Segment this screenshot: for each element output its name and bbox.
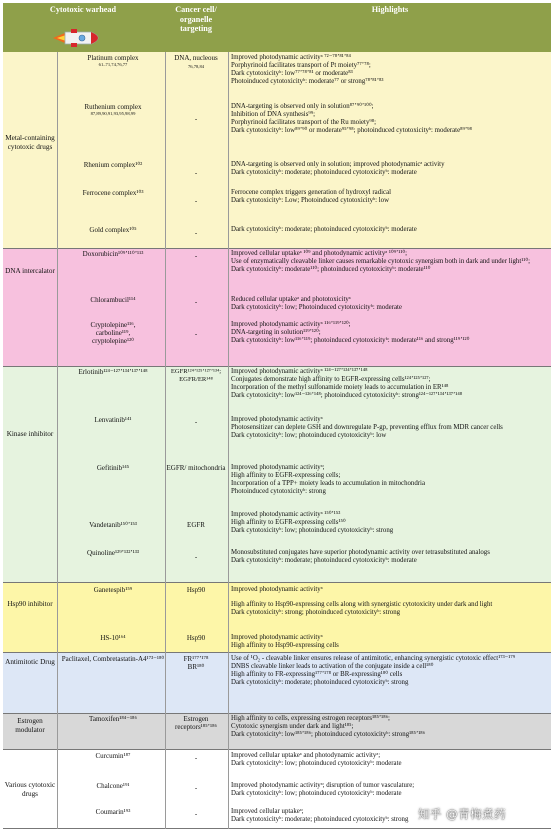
rocket-icon: [51, 27, 109, 49]
highlight-line: High affinity to cells, expressing estrogen receptors¹⁸⁵ʼ¹⁸⁶;: [231, 715, 390, 722]
agent-cell: Chlorambucil¹¹⁴: [90, 296, 136, 304]
target-cell: [165, 54, 227, 71]
target-name: DNA, nucleous: [174, 54, 218, 62]
highlight-line: Dark cytotoxicityᵇ: moderate; photoinduced cytotoxicityᵇ: strong: [231, 816, 409, 824]
target-cell: -: [194, 115, 198, 123]
highlight-line: [231, 594, 549, 601]
agent-cell: Quinoline¹²⁹ʼ¹³²ʼ¹³³: [87, 549, 139, 557]
group-label-metal: Metal-containing cytotoxic drugs: [5, 134, 55, 151]
highlight-line: Dark cytotoxicityᵇ: low¹¹⁶ʼ¹¹⁹; photoinduced cytotoxicityᵇ: moderate¹¹⁶ and strong¹¹⁹ʼ¹²⁰: [231, 337, 470, 345]
highlight-line: Improved cellular uptakeᵃ ¹⁰⁹ and photodynamic activityᵃ ¹⁰⁹ʼ¹¹⁰;: [231, 250, 408, 257]
highlight-line: Dark cytotoxicityᵇ: low; photoinduced cytotoxicityᵇ: strong: [231, 527, 394, 535]
target-cell: -: [194, 252, 198, 260]
highlights-cell: [231, 549, 549, 565]
column-rule: [228, 52, 229, 829]
target-cell: FR¹⁷⁷ʼ¹⁷⁸ BR¹⁸⁰: [183, 655, 209, 672]
highlight-line: Improved photodynamic activityᵃ ¹¹⁶ʼ¹¹⁹ʼ¹²⁰;: [231, 321, 351, 328]
highlight-line: Improved photodynamic activityᵃ: [231, 416, 323, 423]
highlights-cell: [231, 368, 549, 401]
target-cell: -: [194, 197, 198, 205]
agent-cell: Doxorubicin¹⁰⁹ʼ¹¹⁰ʼ¹¹³: [82, 250, 144, 258]
highlights-cell: [231, 161, 549, 177]
highlight-line: Improved cellular uptakeᵃ;: [231, 808, 304, 815]
agent-cell: Paclitaxel, Combretastatin-A4¹⁷³⁻¹⁸⁰: [61, 655, 165, 663]
highlight-line: Improved photodynamic activityᵃ: [231, 586, 323, 593]
agent-cell: HS-10¹⁶⁴: [100, 634, 126, 642]
highlight-line: Dark cytotoxicityᵇ: low⁸⁹ʼ⁹⁰ or moderate⁹⁵ʼ⁹⁸; photoinduced cytotoxicityᵇ: moderate⁸⁹ʼ⁹⁸: [231, 127, 472, 135]
highlights-cell: [231, 250, 549, 274]
highlights-cell: [231, 54, 549, 87]
highlight-line: Dark cytotoxicityᵇ: low¹²⁴⁻¹²⁶ʼ¹⁴⁸; photoinduced cytotoxicityᵇ: strong¹²⁴⁻¹²⁷ʼ¹³⁴ʼ¹³⁷ʼ¹⁴⁸: [231, 392, 463, 400]
agent-cell: [59, 103, 167, 117]
highlight-line: Photoinduced cytotoxicityᵇ: moderate⁷⁷ or strong⁷⁸ʼ⁸¹ʼ⁸³: [231, 78, 384, 86]
highlight-line: Improved cellular uptakeᵃ and photodynamic activityᵃ;: [231, 752, 381, 759]
highlights-cell: [231, 782, 549, 798]
divider: [3, 582, 551, 583]
target-cell: -: [194, 298, 198, 306]
target-cell: EGFR: [187, 521, 205, 529]
agent-cell: Lenvatinib¹⁴¹: [94, 416, 132, 424]
highlight-line: Monosubstituted conjugates have superior photodynamic activity over tetrasubstituted analogs: [231, 549, 490, 556]
highlight-line: DNA-targeting is observed only in solution; improved photodynamicᵃ activity: [231, 161, 445, 168]
divider: [3, 749, 551, 750]
highlights-cell: [231, 296, 549, 312]
highlight-line: High affinity to EGFR-expressing cells;: [231, 472, 341, 480]
highlight-line: High affinity to EGFR-expressing cells¹⁵⁰: [231, 519, 346, 527]
highlight-line: Incorporation of the methyl sulfonamide moiety leads to accumulation in ER¹⁴⁸: [231, 384, 449, 392]
group-label-hsp90: Hsp90 inhibitor: [7, 600, 53, 608]
group-label-various: Various cytotoxic drugs: [4, 781, 56, 798]
highlight-line: Dark cytotoxicityᵇ: low⁷⁷ʼ⁷⁸ʼ⁸¹ or moderate⁸³: [231, 70, 353, 78]
agent-name: Platinum complex: [87, 54, 139, 62]
highlights-cell: [231, 416, 549, 440]
target-cell: -: [194, 418, 198, 426]
agent-cell: Coumarin¹⁹³: [95, 808, 131, 816]
header-warhead: Cytotoxic warhead: [49, 5, 117, 14]
watermark: 知乎 @青梅煮药: [418, 807, 507, 821]
highlight-line: Dark cytotoxicityᵇ: low¹⁸⁵ʼ¹⁸⁶; photoinduced cytotoxicityᵇ: strong¹⁸⁵ʼ¹⁸⁶: [231, 731, 426, 739]
divider: [3, 713, 551, 714]
group-label-dna: DNA intercalator: [5, 267, 55, 275]
highlight-line: DNA-targeting is observed only in solution⁸⁷ʼ⁹⁰ʼ¹⁰⁰;: [231, 103, 374, 110]
agent-cell: Rhenium complex¹⁰²: [83, 161, 143, 169]
agent-cell: Gold complex¹⁰⁵: [89, 226, 137, 234]
highlight-line: Cytotoxic synergism under dark and light¹⁸⁵;: [231, 723, 354, 731]
highlight-line: Photoinduced cytotoxicityᵇ: strong: [231, 488, 326, 496]
target-cell: EGFR/ mitochondria: [166, 464, 226, 472]
highlight-line: Improved photodynamic activityᵃ: [231, 634, 323, 641]
divider: [3, 828, 551, 829]
target-cell: -: [194, 169, 198, 177]
agent-cell: Ferrocene complex¹⁰³: [82, 189, 144, 197]
highlight-line: Improved photodynamic activityᵃ; disruption of tumor vasculature;: [231, 782, 415, 789]
group-label-antimitotic: Antimitotic Drug: [5, 658, 55, 666]
target-cell: Hsp90: [186, 586, 206, 594]
target-cell: -: [194, 330, 198, 338]
target-cell: -: [194, 754, 198, 762]
group-label-kinase: Kinase inhibitor: [6, 430, 54, 438]
highlights-cell: [231, 464, 549, 497]
divider: [3, 366, 551, 367]
highlight-line: Dark cytotoxicityᵇ: moderate; photoinduced cytotoxicityᵇ: moderate: [231, 557, 417, 565]
agent-name: Ruthenium complex: [84, 103, 142, 111]
highlight-line: Dark cytotoxicityᵇ: moderate; photoinduced cytotoxicityᵇ: moderate: [231, 169, 417, 177]
highlight-line: Reduced cellular uptakeᵃ and phototoxicityᵃ: [231, 296, 351, 303]
target-cell: Hsp90: [186, 634, 206, 642]
agent-cell: Chalcone¹⁹¹: [96, 782, 130, 790]
table-header: [3, 3, 551, 52]
divider: [3, 652, 551, 653]
highlights-cell: [231, 586, 549, 617]
target-refs: 76,78,84: [187, 64, 205, 70]
highlight-line: Dark cytotoxicityᵇ: moderate¹¹⁰; photoinduced cytotoxicityᵇ: moderate¹¹⁰: [231, 266, 431, 274]
highlight-line: Dark cytotoxicityᵇ: low; photoinduced cytotoxicityᵇ: moderate: [231, 790, 402, 798]
highlights-table: [3, 3, 551, 829]
highlights-cell: [231, 189, 549, 205]
highlight-line: Dark cytotoxicityᵇ: low; Photoinduced cytotoxicityᵇ: moderate: [231, 304, 402, 312]
agent-cell: Cryptolepine¹¹⁶, carboline¹¹⁹, cryptolepine¹²⁰: [90, 321, 136, 346]
header-targeting: Cancer cell/ organelle targeting: [175, 5, 217, 33]
highlight-line: Dark cytotoxicityᵇ: strong; photoinduced cytotoxicityᵇ: strong: [231, 609, 401, 617]
highlight-line: Ferrocene complex triggers generation of hydroxyl radical: [231, 189, 392, 196]
highlight-line: Use of enzymatically cleavable linker causes remarkable cytotoxic synergism both in dark and under light¹¹⁰;: [231, 258, 531, 266]
target-cell: -: [194, 810, 198, 818]
highlight-line: DNA-targeting in solution¹¹⁹ʼ¹²⁰;: [231, 329, 321, 337]
highlight-line: High affinity to Hsp90-expressing cells along with synergistic cytotoxicity under dark and light: [231, 601, 493, 609]
highlight-line: Improved photodynamic activityᵃ ¹²⁴⁻¹²⁷ʼ¹³⁴ʼ¹³⁷ʼ¹⁴⁸: [231, 368, 368, 375]
highlights-cell: [231, 103, 549, 136]
highlight-line: Dark cytotoxicityᵇ: moderate; photoinduced cytotoxicityᵇ: moderate: [231, 226, 417, 233]
agent-cell: Tamoxifen¹⁸⁴⁻¹⁸⁶: [89, 715, 137, 723]
highlight-line: High affinity to FR-expressing¹⁷⁷ʼ¹⁷⁸ or BR-expressing¹⁸⁰ cells: [231, 671, 403, 679]
highlight-line: Inhibition of DNA synthesis⁹⁹;: [231, 111, 316, 119]
agent-cell: Ganetespib¹⁵⁹: [93, 586, 133, 594]
highlight-line: Improved photodynamic activityᵃ ¹⁵⁰ʼ¹⁵³: [231, 511, 341, 518]
target-cell: EGFR¹²⁴ʼ¹²⁵ʼ¹²⁷ʼ¹³⁴; EGFR/ER¹⁴⁸: [170, 368, 222, 384]
divider: [3, 248, 551, 249]
highlight-line: Use of ¹O₂ - cleavable linker ensures release of antimitotic, enhancing synergistic cytotoxic effect¹⁷³⁻¹⁷⁹: [231, 655, 516, 662]
highlights-cell: [231, 321, 549, 345]
agent-refs: 87,89,90,91,93,95,98,99: [90, 111, 136, 117]
highlights-cell: [231, 752, 549, 768]
target-cell: -: [194, 553, 198, 561]
highlight-line: Photosensitizer can deplete GSH and downregulate P-gp, preventing efflux from MDR cancer cells: [231, 424, 503, 432]
highlight-line: Dark cytotoxicityᵇ: low; photoinduced cytotoxicityᵇ: moderate: [231, 760, 402, 768]
agent-cell: [59, 54, 167, 68]
highlight-line: High affinity to Hsp90-expressing cells: [231, 642, 339, 650]
agent-cell: Gefitinib¹⁴⁵: [96, 464, 130, 472]
highlights-cell: [231, 634, 549, 650]
group-label-estrogen: Estrogen modulator: [15, 717, 45, 734]
column-rule: [57, 52, 58, 829]
highlight-line: Dark cytotoxicityᵇ: Low; Photoinduced cytotoxicityᵇ: low: [231, 197, 390, 205]
agent-cell: Curcumin¹⁸⁷: [95, 752, 131, 760]
target-cell: -: [194, 229, 198, 237]
highlight-line: Improved photodynamic activityᵃ ⁷²⁻⁷⁸ʼ⁸¹ʼ⁸⁴: [231, 54, 351, 61]
highlight-line: Conjugates demonstrate high affinity to EGFR-expressing cells¹²⁴ʼ¹²⁵ʼ¹²⁷;: [231, 376, 431, 384]
highlights-cell: [231, 226, 549, 234]
target-cell: Estrogen receptors¹⁸⁵ʼ¹⁸⁶: [175, 715, 217, 732]
highlight-line: Dark cytotoxicityᵇ: low; photoinduced cytotoxicityᵇ: low: [231, 432, 387, 440]
agent-cell: Vandetanib¹⁵⁰ʼ¹⁵³: [89, 521, 137, 529]
highlight-line: Improved photodynamic activityᵃ;: [231, 464, 325, 471]
highlight-line: Incorporation of a TPP+ moiety leads to accumulation in mitochondria: [231, 480, 425, 488]
highlight-line: Porphyrinoid facilitates transport of the Ru moiety⁹⁸;: [231, 119, 377, 127]
highlights-cell: [231, 715, 549, 739]
highlights-cell: [231, 511, 549, 535]
agent-refs: 61–71,74,76,77: [98, 62, 128, 68]
target-cell: -: [194, 784, 198, 792]
highlight-line: Porphyrinoid facilitates transport of Pt moiety⁷⁷ʼ⁷⁸;: [231, 62, 371, 70]
header-highlights: Highlights: [371, 5, 409, 14]
highlight-line: Dark cytotoxicityᵇ: moderate; photoinduced cytotoxicityᵇ: strong: [231, 679, 409, 687]
highlights-cell: [231, 655, 549, 688]
agent-cell: Erlotinib¹²⁴⁻¹²⁷ʼ¹³⁴ʼ¹³⁷ʼ¹⁴⁸: [78, 368, 148, 376]
highlight-line: DNBS cleavable linker leads to activation of the conjugate inside a cell¹⁸⁰: [231, 663, 434, 671]
